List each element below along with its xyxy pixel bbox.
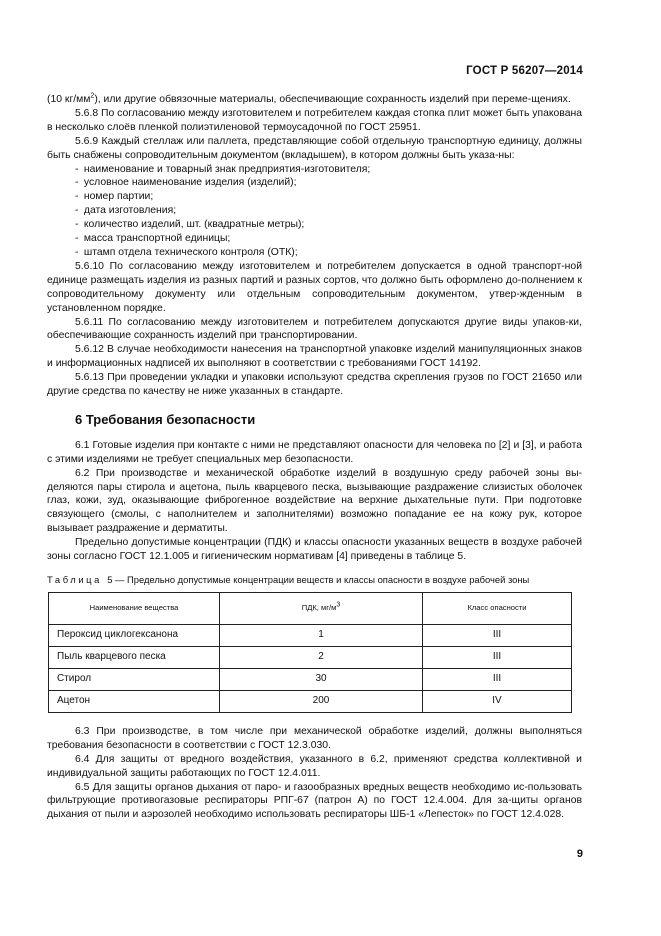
list-item: - штамп отдела технического контроля (ОТК); — [75, 246, 298, 258]
table-5 — [48, 592, 572, 713]
cell-hazard-class: III — [423, 668, 572, 690]
header-substance: Наименование вещества — [49, 592, 220, 624]
document-body — [47, 93, 582, 822]
paragraph-continuation — [47, 93, 582, 107]
list-item-text: штамп отдела технического контроля (ОТК); — [83, 246, 298, 258]
list-item: - наименование и товарный знак предприятия-изготовителя; — [75, 163, 371, 175]
text-span: (10 кг/мм — [47, 94, 91, 105]
list-item: - количество изделий, шт. (квадратные метры); — [75, 219, 305, 231]
cell-pdk: 200 — [220, 690, 423, 712]
table-caption-text: — Предельно допустимые концентрации веществ и классы опасности в воздухе рабочей зоны — [115, 574, 530, 585]
paragraph-6-5: 6.5 Для защиты органов дыхания от паро- и газообразных вредных веществ необходимо ис-пользовать фильтрующие противогазовые респираторы РПГ-67 (патрон А) по ГОСТ 12.4.004. Для за-щиты органов дыхания от пыли и аэрозолей необходимо использовать респираторы ШБ-1 «Лепесток» по ГОСТ 12.4.028. — [47, 781, 582, 821]
cell-hazard-class: IV — [423, 690, 572, 712]
cell-pdk: 2 — [220, 646, 423, 668]
list-item: - масса транспортной единицы; — [75, 233, 231, 245]
header-hazard-class: Класс опасности — [423, 592, 572, 624]
section-heading: 6 Требования безопасности — [75, 411, 256, 427]
section-6-continued — [47, 725, 582, 822]
table-caption-number: 5 — [107, 574, 113, 585]
paragraph-6-3: 6.3 При производстве, в том числе при механической обработке изделий, должны выполняться требования безопасности в соответствии с ГОСТ 12.3.030. — [47, 725, 582, 751]
list-item-text: количество изделий, шт. (квадратные метры); — [83, 219, 305, 231]
paragraph-5-6-13: 5.6.13 При проведении укладки и упаковки используют средства скрепления грузов по ГОСТ 21650 или другие средства по качеству не ниже указанных в стандарте. — [47, 372, 582, 398]
paragraph-5-6-10: 5.6.10 По согласованию между изготовителем и потребителем допускается в одной транспорт-ной единице размещать изделия из разных партий и разных сортов, что должно быть оформлено до-полнением к сопроводительному документу или отдельным сопроводительным документом, утвер-жденным в установленном порядке. — [47, 260, 582, 314]
superscript: 2 — [90, 92, 95, 100]
superscript: 3 — [336, 601, 341, 609]
paragraph-5-6-11: 5.6.11 По согласованию между изготовителем и потребителем допускаются другие виды упаков-ки, обеспечивающие сохранность изделий при транспортировании. — [47, 316, 582, 342]
paragraph-5-6-9: 5.6.9 Каждый стеллаж или паллета, представляющие собой отдельную транспортную единицу, должны быть снабжены сопроводительным документом (вкладышем), в котором должны быть указа-ны: — [47, 135, 582, 161]
header-pdk-text: ПДК, мг/м — [301, 603, 337, 613]
cell-substance: Ацетон — [49, 690, 220, 712]
paragraph-5-6-12: 5.6.12 В случае необходимости нанесения на транспортной упаковке изделий манипуляционных знаков и информационных надписей их выполняют в соответствии с требованиями ГОСТ 14192. — [47, 344, 582, 370]
paragraph-6-4: 6.4 Для защиты от вредного воздействия, указанного в 6.2, применяют средства коллективной и индивидуальной защиты работающих по ГОСТ 12.4.011. — [47, 753, 582, 779]
cell-substance: Стирол — [49, 668, 220, 690]
cell-hazard-class: III — [423, 646, 572, 668]
list-item-text: масса транспортной единицы; — [83, 233, 231, 245]
table-row — [49, 690, 572, 712]
cell-substance: Пыль кварцевого песка — [49, 646, 220, 668]
text-span: ), или другие обвязочные материалы, обеспечивающие сохранность изделий при переме-щениях. — [94, 94, 571, 105]
table-row — [49, 624, 572, 646]
cell-substance: Пероксид циклогексанона — [49, 624, 220, 646]
list-item: - номер партии; — [75, 191, 154, 203]
list-item-text: наименование и товарный знак предприятия-изготовителя; — [83, 163, 371, 175]
paragraph-5-6-8: 5.6.8 По согласованию между изготовителем и потребителем каждая стопка плит может быть упакована в несколько слоёв пленкой полиэтиленовой термоусадочной по ГОСТ 25951. — [47, 107, 582, 133]
table-row — [49, 646, 572, 668]
list-item-text: номер партии; — [83, 191, 154, 203]
table-caption — [47, 573, 582, 587]
table-header-row — [49, 592, 572, 624]
list-item-text: условное наименование изделия (изделий); — [83, 177, 297, 189]
table-row — [49, 668, 572, 690]
header-pdk — [220, 592, 423, 624]
list-item: - условное наименование изделия (изделий); — [75, 177, 297, 189]
table-caption-label: Таблица — [47, 574, 102, 585]
list-item: - дата изготовления; — [75, 205, 177, 217]
paragraph-6-2: 6.2 При производстве и механической обработке изделий в воздушную среду рабочей зоны вы-деляются пары стирола и ацетона, пыль кварцевого песка, вызывающие раздражение слизистых оболочек глаз, кожи, зуд, оказывающие фиброгенное воздействие на верхние дыхательные пути. При подготовке связующего (смолы, с наполнителем и заполнителями) возможно попадание ее на кожу рук, которое вызывает раздражение и дерматиты. — [47, 467, 582, 535]
paragraph-pdk-intro: Предельно допустимые концентрации (ПДК) и классы опасности указанных веществ в воздухе рабочей зоны согласно ГОСТ 12.1.005 и гигиеническим нормативам [4] приведены в таблице 5. — [47, 537, 582, 563]
page-number: 9 — [576, 848, 583, 860]
cell-pdk: 1 — [220, 624, 423, 646]
standard-code: ГОСТ Р 56207—2014 — [466, 65, 583, 77]
cell-hazard-class: III — [423, 624, 572, 646]
list-item-text: дата изготовления; — [83, 205, 177, 217]
cell-pdk: 30 — [220, 668, 423, 690]
paragraph-6-1: 6.1 Готовые изделия при контакте с ними не представляют опасности для человека по [2] и [3], и работа с этими изделиями не требует специальных мер безопасности. — [47, 439, 582, 465]
